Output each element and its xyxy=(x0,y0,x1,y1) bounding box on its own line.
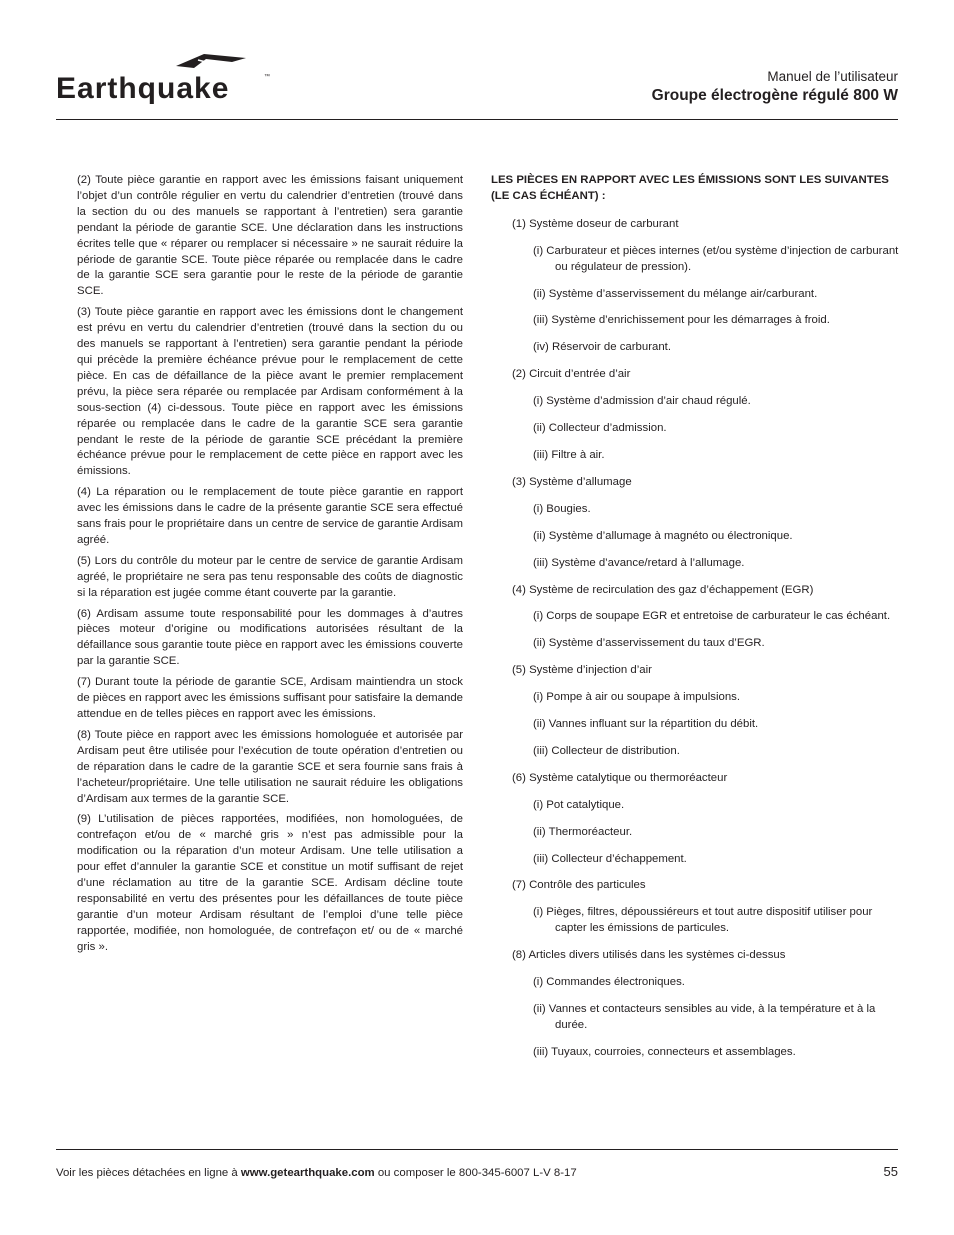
system-title: (4) Système de recirculation des gaz d’échappement (EGR) xyxy=(512,583,814,596)
footer-prefix: Voir les pièces détachées en ligne à xyxy=(56,1167,241,1179)
system-title: (5) Système d’injection d’air xyxy=(512,664,652,677)
left-column xyxy=(77,173,463,961)
logo-text: Earthquake xyxy=(56,72,230,105)
right-column xyxy=(491,173,901,1072)
part-item: (iii) Tuyaux, courroies, connecteurs et assemblages. xyxy=(533,1045,796,1058)
footer-divider xyxy=(56,1149,898,1150)
part-item: (ii) Système d’asservissement du taux d’EGR. xyxy=(533,637,765,650)
emission-parts-heading: LES PIÈCES EN RAPPORT AVEC LES ÉMISSIONS SONT LES SUIVANTES (LE CAS ÉCHÉANT) : xyxy=(491,174,889,202)
website-link[interactable]: www.getearthquake.com xyxy=(240,1167,375,1179)
warranty-paragraph: (2) Toute pièce garantie en rapport avec les émissions faisant uniquement l’objet d’un contrôle régulier en vertu du calendrier d’entretien (trouvé dans la section du ou des manuels se rapportant à l’entretien) sera garantie pendant la période de garantie SCE. Une déclaration dans les instructions écrites telle que « réparer ou remplacer si nécessaire » ne saurait réduire la période de garantie SCE. Toute pièce réparée ou remplacée dans le cadre de la garantie SCE sera garantie pour le reste de la période de garantie SCE. xyxy=(77,174,463,298)
part-item: (i) Pompe à air ou soupape à impulsions. xyxy=(533,691,741,704)
footer-contact xyxy=(56,1166,577,1181)
system-items xyxy=(491,502,901,572)
product-title: Groupe électrogène régulé 800 W xyxy=(651,87,898,104)
system-title: (1) Système doseur de carburant xyxy=(512,217,679,230)
system-items xyxy=(491,905,901,937)
part-item: (iii) Filtre à air. xyxy=(533,448,605,461)
part-item: (i) Carburateur et pièces internes (et/ou système d’injection de carburant ou régulateur de pression). xyxy=(533,244,899,273)
system-items xyxy=(491,394,901,464)
part-item: (i) Pièges, filtres, dépoussiéreurs et tout autre dispositif utiliser pour capter les émissions de particules. xyxy=(533,906,873,935)
part-item: (ii) Vannes et contacteurs sensibles au vide, à la température et à la durée. xyxy=(533,1003,876,1031)
part-item: (ii) Thermoréacteur. xyxy=(533,825,633,838)
page-number: 55 xyxy=(883,1164,898,1179)
warranty-paragraph: (9) L’utilisation de pièces rapportées, modifiées, non homologuées, de contrefaçon et/ou de « marché gris » n’est pas admissible pour la modification ou la réparation d’un moteur Ardisam. Une telle utilisation a pour effet d’annuler la garantie SCE et constitue un motif suffisant de rejet d’une réclamation au titre de la garantie SCE. Ardisam décline toute responsabilité en vertu des présentes pour les défaillances de toute pièce garantie d’un moteur Ardisam résultant de l’emploi d’une telle pièce rapportée, modifiée, non homologuée, de contrefaçon et/ ou de « marché gris ». xyxy=(77,813,463,953)
system-items xyxy=(491,975,901,1061)
manual-label: Manuel de l’utilisateur xyxy=(767,69,898,84)
earthquake-logo xyxy=(56,52,286,112)
part-item: (i) Corps de soupape EGR et entretoise de carburateur le cas échéant. xyxy=(533,610,891,623)
part-item: (ii) Système d’asservissement du mélange air/carburant. xyxy=(533,287,818,300)
system-items xyxy=(491,690,901,760)
part-item: (ii) Collecteur d’admission. xyxy=(533,422,667,435)
part-item: (iii) Collecteur d’échappement. xyxy=(533,852,687,865)
page-header xyxy=(56,52,898,120)
part-item: (iii) Système d’avance/retard à l’allumage. xyxy=(533,556,745,569)
warranty-paragraph: (3) Toute pièce garantie en rapport avec les émissions dont le changement est prévu en vertu du calendrier d’entretien (trouvé dans la section du ou des manuels se rapportant à l’entretien) sera garantie pendant la période qui précède la première échéance prévue pour le remplacement de cette pièce. En cas de défaillance de la pièce avant le premier remplacement prévu, la pièce sera réparée ou remplacée par Ardisam conformément à la sous-section (4) ci-dessous. Toute pièce en rapport avec les émissions réparée ou remplacée dans le cadre de la garantie SCE sera garantie pendant le reste de la période de garantie SCE précédant la première échéance prévue pour le remplacement de cette pièce en rapport avec les émissions. xyxy=(77,306,463,478)
system-title: (2) Circuit d’entrée d’air xyxy=(512,368,631,381)
logo-trademark: ™ xyxy=(264,74,270,80)
system-title: (6) Système catalytique ou thermoréacteur xyxy=(512,771,728,784)
warranty-paragraph: (4) La réparation ou le remplacement de toute pièce garantie en rapport avec les émissions dans le cadre de la présente garantie SCE sera effectué sans frais pour le propriétaire dans un centre de service de garantie Ardisam agréé. xyxy=(77,486,463,546)
system-items xyxy=(491,609,901,652)
warranty-paragraph: (5) Lors du contrôle du moteur par le centre de service de garantie Ardisam agréé, le propriétaire ne sera pas tenu responsable des coûts de diagnostic si la réparation est jugée comme étant couverte par la garantie. xyxy=(77,554,463,599)
warranty-paragraph: (8) Toute pièce en rapport avec les émissions homologuée et autorisée par Ardisam peut être utilisée pour l’exécution de toute opération d’entretien ou de réparation dans le cadre de la garantie SCE et sera fournie sans frais à l’acheteur/propriétaire. Une telle utilisation ne saurait réduire les obligations d’Ardisam aux termes de la garantie SCE. xyxy=(77,728,463,805)
warranty-paragraph: (7) Durant toute la période de garantie SCE, Ardisam maintiendra un stock de pièces en rapport avec les émissions suffisant pour satisfaire la demande attendue en de telles pièces en rapport avec les émissions. xyxy=(77,676,463,720)
part-item: (i) Pot catalytique. xyxy=(533,798,625,811)
part-item: (i) Système d’admission d’air chaud régulé. xyxy=(533,395,751,408)
system-title: (7) Contrôle des particules xyxy=(512,879,646,892)
part-item: (ii) Système d’allumage à magnéto ou électronique. xyxy=(533,529,793,542)
part-item: (iv) Réservoir de carburant. xyxy=(533,341,672,354)
header-titles xyxy=(652,68,898,106)
system-items xyxy=(491,244,901,357)
footer-suffix: ou composer le 800-345-6007 L-V 8-17 xyxy=(374,1167,577,1179)
part-item: (iii) Collecteur de distribution. xyxy=(533,744,680,757)
part-item: (i) Commandes électroniques. xyxy=(533,976,685,989)
part-item: (ii) Vannes influant sur la répartition du débit. xyxy=(533,718,759,731)
part-item: (i) Bougies. xyxy=(533,502,591,515)
system-items xyxy=(491,798,901,868)
system-title: (3) Système d’allumage xyxy=(512,475,632,488)
part-item: (iii) Système d’enrichissement pour les démarrages à froid. xyxy=(533,314,830,327)
system-title: (8) Articles divers utilisés dans les systèmes ci-dessus xyxy=(512,949,786,962)
warranty-paragraph: (6) Ardisam assume toute responsabilité pour les dommages à d’autres pièces moteur d’origine ou modifications autorisées résultant de la défaillance sous garantie toute pièce en rapport avec les émissions couverte par la garantie SCE. xyxy=(77,607,463,668)
